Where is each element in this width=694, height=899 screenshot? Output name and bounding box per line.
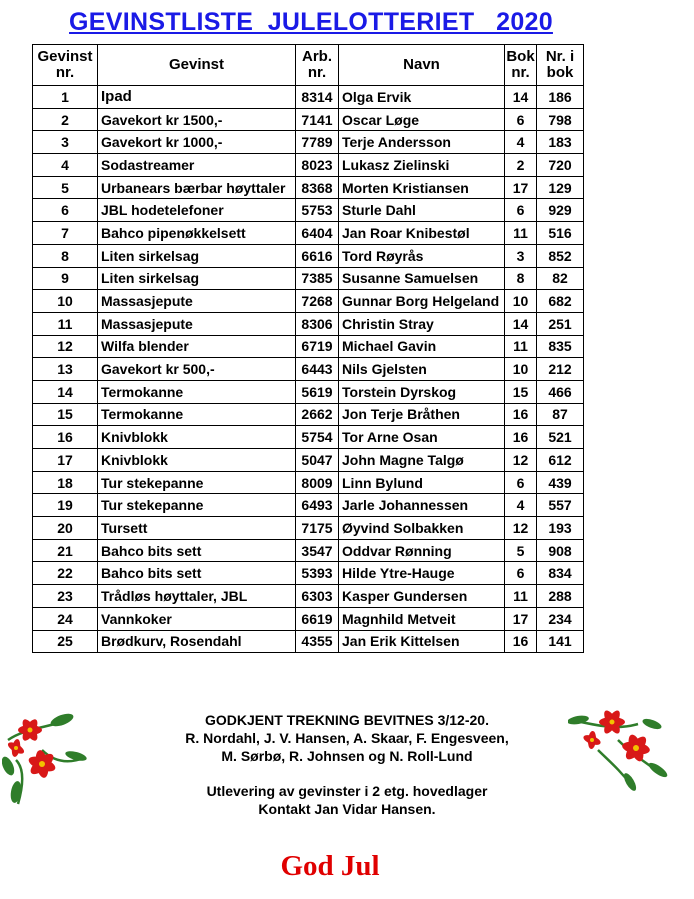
cell-arb-nr: 7789 — [296, 131, 339, 154]
prize-table — [32, 44, 584, 653]
table-row — [33, 380, 584, 403]
cell-bok-nr: 6 — [505, 108, 537, 131]
table-row — [33, 290, 584, 313]
cell-gevinst-nr: 20 — [33, 517, 98, 540]
cell-gevinst: Termokanne — [98, 380, 296, 403]
cell-gevinst: Massasjepute — [98, 290, 296, 313]
cell-gevinst-nr: 1 — [33, 86, 98, 109]
cell-gevinst-nr: 19 — [33, 494, 98, 517]
cell-bok-nr: 17 — [505, 607, 537, 630]
cell-navn: Jan Erik Kittelsen — [339, 630, 505, 653]
cell-gevinst: Knivblokk — [98, 449, 296, 472]
table-row — [33, 199, 584, 222]
cell-nr-i-bok: 186 — [537, 86, 584, 109]
table-row — [33, 244, 584, 267]
cell-navn: Christin Stray — [339, 312, 505, 335]
table-row — [33, 585, 584, 608]
cell-gevinst: Vannkoker — [98, 607, 296, 630]
cell-navn: Oddvar Rønning — [339, 539, 505, 562]
cell-nr-i-bok: 720 — [537, 154, 584, 177]
cell-arb-nr: 8314 — [296, 86, 339, 109]
cell-nr-i-bok: 288 — [537, 585, 584, 608]
cell-nr-i-bok: 908 — [537, 539, 584, 562]
table-row — [33, 449, 584, 472]
cell-bok-nr: 4 — [505, 131, 537, 154]
cell-arb-nr: 6619 — [296, 607, 339, 630]
cell-gevinst-nr: 8 — [33, 244, 98, 267]
cell-navn: Kasper Gundersen — [339, 585, 505, 608]
cell-arb-nr: 5619 — [296, 380, 339, 403]
cell-nr-i-bok: 212 — [537, 358, 584, 381]
cell-navn: Øyvind Solbakken — [339, 517, 505, 540]
cell-gevinst-nr: 22 — [33, 562, 98, 585]
cell-navn: Morten Kristiansen — [339, 176, 505, 199]
witnesses-line: R. Nordahl, J. V. Hansen, A. Skaar, F. Engesveen, — [185, 730, 509, 746]
table-row — [33, 267, 584, 290]
table-row — [33, 539, 584, 562]
cell-gevinst-nr: 4 — [33, 154, 98, 177]
cell-gevinst: Bahco pipenøkkelsett — [98, 222, 296, 245]
cell-gevinst-nr: 23 — [33, 585, 98, 608]
cell-bok-nr: 11 — [505, 335, 537, 358]
cell-arb-nr: 8306 — [296, 312, 339, 335]
cell-nr-i-bok: 521 — [537, 426, 584, 449]
cell-navn: Tor Arne Osan — [339, 426, 505, 449]
witnesses-line: M. Sørbø, R. Johnsen og N. Roll-Lund — [221, 748, 473, 764]
header-bok-nr: Bok nr. — [505, 45, 537, 86]
cell-bok-nr: 11 — [505, 585, 537, 608]
cell-bok-nr: 12 — [505, 449, 537, 472]
cell-gevinst: Liten sirkelsag — [98, 244, 296, 267]
cell-arb-nr: 6719 — [296, 335, 339, 358]
cell-arb-nr: 5393 — [296, 562, 339, 585]
cell-gevinst: JBL hodetelefoner — [98, 199, 296, 222]
pickup-text — [0, 782, 694, 818]
cell-nr-i-bok: 929 — [537, 199, 584, 222]
cell-nr-i-bok: 557 — [537, 494, 584, 517]
cell-gevinst-nr: 15 — [33, 403, 98, 426]
cell-gevinst: Termokanne — [98, 403, 296, 426]
cell-bok-nr: 15 — [505, 380, 537, 403]
cell-arb-nr: 7141 — [296, 108, 339, 131]
cell-arb-nr: 5754 — [296, 426, 339, 449]
cell-bok-nr: 16 — [505, 403, 537, 426]
contact-line: Kontakt Jan Vidar Hansen. — [258, 801, 436, 817]
cell-navn: Lukasz Zielinski — [339, 154, 505, 177]
cell-nr-i-bok: 82 — [537, 267, 584, 290]
cell-gevinst: Tur stekepanne — [98, 494, 296, 517]
cell-gevinst: Massasjepute — [98, 312, 296, 335]
cell-arb-nr: 6303 — [296, 585, 339, 608]
cell-arb-nr: 5047 — [296, 449, 339, 472]
cell-nr-i-bok: 87 — [537, 403, 584, 426]
approval-line: GODKJENT TREKNING BEVITNES 3/12-20. — [205, 712, 489, 728]
table-row — [33, 358, 584, 381]
cell-navn: Hilde Ytre-Hauge — [339, 562, 505, 585]
cell-gevinst: Gavekort kr 1000,- — [98, 131, 296, 154]
cell-navn: Jan Roar Knibestøl — [339, 222, 505, 245]
cell-gevinst-nr: 14 — [33, 380, 98, 403]
cell-nr-i-bok: 682 — [537, 290, 584, 313]
cell-gevinst-nr: 9 — [33, 267, 98, 290]
cell-navn: Sturle Dahl — [339, 199, 505, 222]
cell-gevinst: Sodastreamer — [98, 154, 296, 177]
table-row — [33, 176, 584, 199]
pickup-line: Utlevering av gevinster i 2 etg. hovedlager — [206, 783, 488, 799]
cell-bok-nr: 11 — [505, 222, 537, 245]
table-row — [33, 108, 584, 131]
table-row — [33, 403, 584, 426]
cell-arb-nr: 8368 — [296, 176, 339, 199]
cell-bok-nr: 10 — [505, 358, 537, 381]
cell-gevinst: Liten sirkelsag — [98, 267, 296, 290]
cell-gevinst: Wilfa blender — [98, 335, 296, 358]
cell-arb-nr: 4355 — [296, 630, 339, 653]
cell-gevinst: Trådløs høyttaler, JBL — [98, 585, 296, 608]
cell-arb-nr: 6616 — [296, 244, 339, 267]
cell-navn: Jon Terje Bråthen — [339, 403, 505, 426]
cell-gevinst: Knivblokk — [98, 426, 296, 449]
header-gevinst-nr: Gevinst nr. — [33, 45, 98, 86]
page-title: GEVINSTLISTE JULELOTTERIET 2020 — [69, 8, 553, 36]
cell-gevinst: Bahco bits sett — [98, 562, 296, 585]
cell-gevinst-nr: 24 — [33, 607, 98, 630]
cell-navn: John Magne Talgø — [339, 449, 505, 472]
cell-navn: Jarle Johannessen — [339, 494, 505, 517]
cell-gevinst: Bahco bits sett — [98, 539, 296, 562]
cell-arb-nr: 7175 — [296, 517, 339, 540]
cell-gevinst-nr: 17 — [33, 449, 98, 472]
cell-arb-nr: 7385 — [296, 267, 339, 290]
cell-arb-nr: 8009 — [296, 471, 339, 494]
table-header-row — [33, 45, 584, 86]
cell-gevinst: Tursett — [98, 517, 296, 540]
cell-nr-i-bok: 183 — [537, 131, 584, 154]
cell-nr-i-bok: 141 — [537, 630, 584, 653]
cell-navn: Oscar Løge — [339, 108, 505, 131]
cell-arb-nr: 6443 — [296, 358, 339, 381]
table-row — [33, 154, 584, 177]
cell-nr-i-bok: 835 — [537, 335, 584, 358]
cell-gevinst-nr: 6 — [33, 199, 98, 222]
cell-arb-nr: 3547 — [296, 539, 339, 562]
cell-nr-i-bok: 129 — [537, 176, 584, 199]
header-gevinst: Gevinst — [98, 45, 296, 86]
cell-navn: Linn Bylund — [339, 471, 505, 494]
cell-gevinst-nr: 21 — [33, 539, 98, 562]
cell-bok-nr: 3 — [505, 244, 537, 267]
cell-bok-nr: 17 — [505, 176, 537, 199]
cell-gevinst-nr: 7 — [33, 222, 98, 245]
cell-nr-i-bok: 234 — [537, 607, 584, 630]
table-row — [33, 222, 584, 245]
cell-nr-i-bok: 439 — [537, 471, 584, 494]
header-arb-nr: Arb. nr. — [296, 45, 339, 86]
cell-gevinst-nr: 16 — [33, 426, 98, 449]
cell-bok-nr: 8 — [505, 267, 537, 290]
cell-bok-nr: 16 — [505, 426, 537, 449]
cell-gevinst-nr: 3 — [33, 131, 98, 154]
table-row — [33, 562, 584, 585]
cell-bok-nr: 4 — [505, 494, 537, 517]
cell-navn: Torstein Dyrskog — [339, 380, 505, 403]
cell-arb-nr: 6493 — [296, 494, 339, 517]
cell-gevinst: Urbanears bærbar høyttaler — [98, 176, 296, 199]
table-row — [33, 471, 584, 494]
header-navn: Navn — [339, 45, 505, 86]
cell-arb-nr: 6404 — [296, 222, 339, 245]
cell-nr-i-bok: 193 — [537, 517, 584, 540]
cell-navn: Tord Røyrås — [339, 244, 505, 267]
cell-nr-i-bok: 798 — [537, 108, 584, 131]
cell-gevinst-nr: 10 — [33, 290, 98, 313]
table-row — [33, 494, 584, 517]
cell-bok-nr: 6 — [505, 562, 537, 585]
cell-gevinst: Brødkurv, Rosendahl — [98, 630, 296, 653]
table-row — [33, 131, 584, 154]
cell-navn: Terje Andersson — [339, 131, 505, 154]
cell-navn: Olga Ervik — [339, 86, 505, 109]
cell-gevinst: Ipad — [98, 86, 296, 109]
table-row — [33, 607, 584, 630]
cell-gevinst: Tur stekepanne — [98, 471, 296, 494]
cell-gevinst-nr: 11 — [33, 312, 98, 335]
cell-gevinst-nr: 5 — [33, 176, 98, 199]
cell-bok-nr: 10 — [505, 290, 537, 313]
cell-nr-i-bok: 466 — [537, 380, 584, 403]
cell-navn: Gunnar Borg Helgeland — [339, 290, 505, 313]
table-row — [33, 312, 584, 335]
cell-navn: Michael Gavin — [339, 335, 505, 358]
cell-bok-nr: 12 — [505, 517, 537, 540]
cell-navn: Magnhild Metveit — [339, 607, 505, 630]
table-row — [33, 630, 584, 653]
cell-bok-nr: 2 — [505, 154, 537, 177]
cell-bok-nr: 6 — [505, 199, 537, 222]
cell-arb-nr: 8023 — [296, 154, 339, 177]
cell-gevinst-nr: 13 — [33, 358, 98, 381]
table-row — [33, 426, 584, 449]
cell-gevinst: Gavekort kr 1500,- — [98, 108, 296, 131]
cell-navn: Susanne Samuelsen — [339, 267, 505, 290]
cell-bok-nr: 16 — [505, 630, 537, 653]
cell-nr-i-bok: 852 — [537, 244, 584, 267]
cell-gevinst-nr: 25 — [33, 630, 98, 653]
cell-arb-nr: 5753 — [296, 199, 339, 222]
cell-gevinst: Gavekort kr 500,- — [98, 358, 296, 381]
header-nr-i-bok: Nr. i bok — [537, 45, 584, 86]
table-row — [33, 335, 584, 358]
cell-gevinst-nr: 2 — [33, 108, 98, 131]
approval-text — [0, 711, 694, 765]
cell-navn: Nils Gjelsten — [339, 358, 505, 381]
cell-bok-nr: 14 — [505, 312, 537, 335]
table-row — [33, 517, 584, 540]
cell-bok-nr: 14 — [505, 86, 537, 109]
cell-arb-nr: 2662 — [296, 403, 339, 426]
cell-nr-i-bok: 612 — [537, 449, 584, 472]
greeting: God Jul — [280, 850, 380, 882]
table-row — [33, 86, 584, 109]
cell-nr-i-bok: 834 — [537, 562, 584, 585]
cell-gevinst-nr: 12 — [33, 335, 98, 358]
cell-bok-nr: 6 — [505, 471, 537, 494]
cell-bok-nr: 5 — [505, 539, 537, 562]
cell-arb-nr: 7268 — [296, 290, 339, 313]
cell-gevinst-nr: 18 — [33, 471, 98, 494]
cell-nr-i-bok: 516 — [537, 222, 584, 245]
cell-nr-i-bok: 251 — [537, 312, 584, 335]
